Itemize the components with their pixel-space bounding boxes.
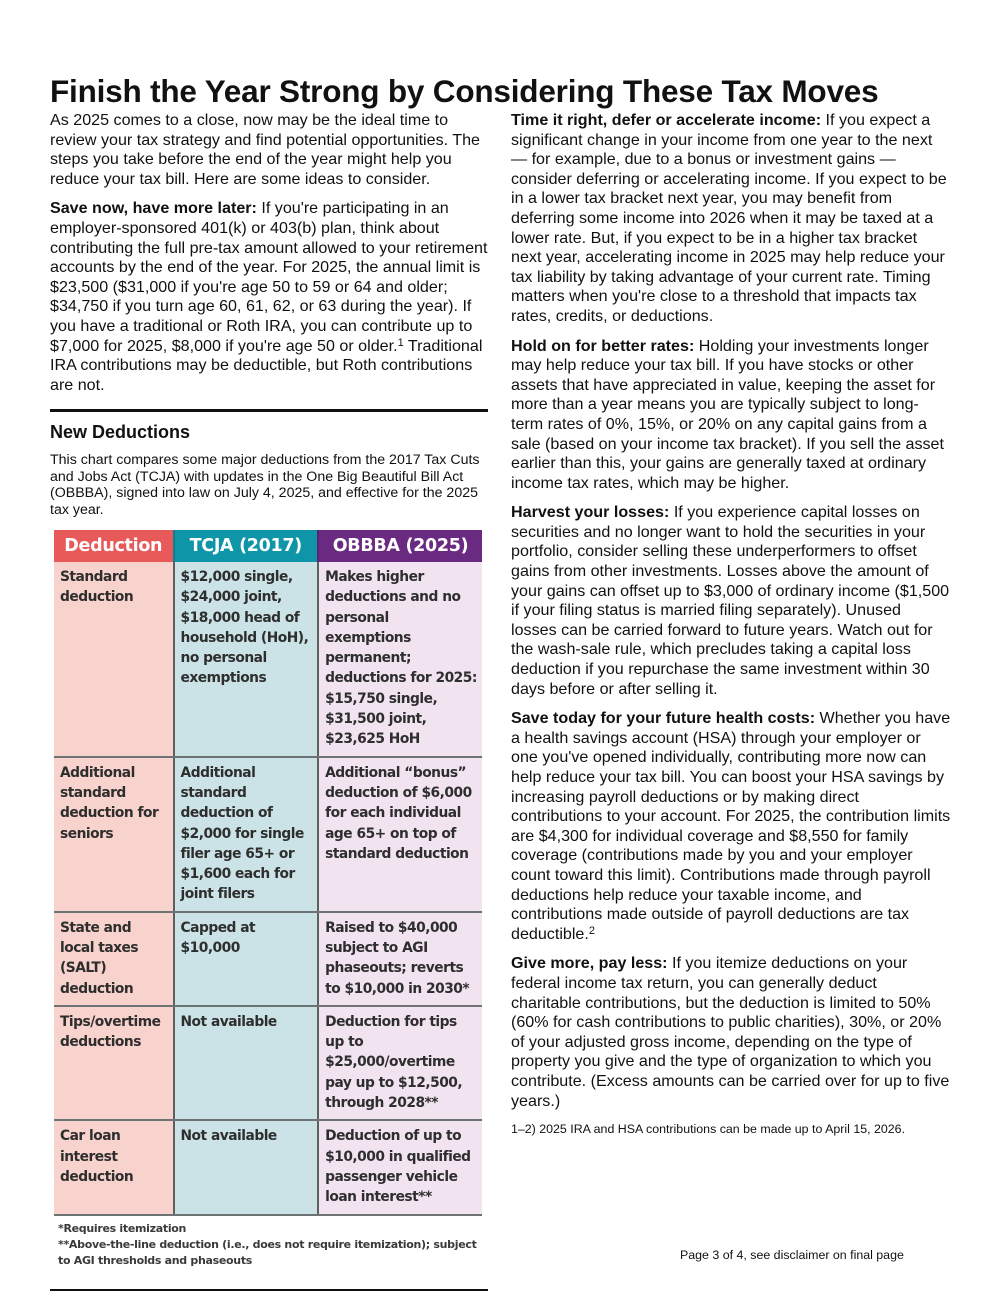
hold-on-paragraph [511,337,951,494]
section-divider [50,409,488,412]
intro-paragraph: As 2025 comes to a close, now may be the ideal time to review your tax strategy and find potential opportunities. The steps you take before the end of the year might help you reduce your tax bill. Here are some ideas to consider. [50,111,481,188]
section-heading: Give more, pay less: [511,954,668,973]
page-title: Finish the Year Strong by Considering These Tax Moves [50,73,879,110]
cell-obbba: Makes higher deductions and no personal exemptions permanent; deductions for 2025: $15,750 single, $31,500 joint, $23,625 HoH [318,562,482,757]
table-header-row [54,530,482,562]
table-row [54,562,482,757]
cell-obbba: Raised to $40,000 subject to AGI phaseouts; reverts to $10,000 in 2030* [318,912,482,1006]
cell-tcja: Not available [174,1120,319,1214]
save-now-body: If you're participating in an employer-sponsored 401(k) or 403(b) plan, think about contributing the full pre-tax amount allowed to your retirement accounts by the end of the year. For 2025, the annual limit is $23,500 ($31,000 if you're age 50 to 59 or 64 and older; $34,750 if you turn age 60, 61, 62, or 63 during the year). If you have a traditional or Roth IRA, you can contribute up to $7,000 for 2025, $8,000 if you're age 50 or older. [50,199,488,355]
harvest-losses-paragraph [511,503,951,699]
table-note-itemization: *Requires itemization [58,1221,187,1235]
save-now-paragraph [50,199,488,395]
header-tcja: TCJA (2017) [174,530,319,562]
give-more-paragraph [511,954,951,1111]
new-deductions-heading: New Deductions [50,422,191,443]
section-heading: Save today for your future health costs: [511,709,816,728]
section-heading: Hold on for better rates: [511,336,695,355]
cell-deduction: Standard deduction [54,562,174,757]
table-row [54,757,482,912]
header-deduction: Deduction [54,530,174,562]
cell-obbba: Deduction of up to $10,000 in qualified passenger vehicle loan interest** [318,1120,482,1214]
save-now-heading: Save now, have more later: [50,199,257,218]
cell-obbba: Additional “bonus” deduction of $6,000 for each individual age 65+ on top of standard deduction [318,757,482,912]
new-deductions-intro: This chart compares some major deductions from the 2017 Tax Cuts and Jobs Act (TCJA) with updates in the One Big Beautiful Bill Act (OBBBA), signed into law on July 4, 2025, and effective for the 2025 tax year. [50,452,480,518]
cell-tcja: Additional standard deduction of $2,000 for single filer age 65+ or $1,600 each for joint filers [174,757,319,912]
table-row [54,912,482,1006]
page-number: Page 3 of 4, see disclaimer on final page [680,1248,904,1262]
health-costs-paragraph [511,709,951,944]
save-now-body-end: Traditional IRA contributions may be deductible, but Roth contributions are not. [50,336,483,394]
table-row [54,1006,482,1120]
header-obbba: OBBBA (2025) [318,530,482,562]
section-heading: Time it right, defer or accelerate income: [511,111,822,129]
deductions-comparison-table [54,530,482,1216]
section-body: Whether you have a health savings account (HSA) through your employer or one you've opened individually, contributing more now can help reduce your tax bill. You can boost your HSA savings by increasing payroll deductions or by making direct contributions to your account. For 2025, the contribution limits are $4,300 for individual coverage and $8,550 for family coverage (contributions made by you and your employer count toward this limit). Contributions made through payroll deductions help reduce your taxable income, and contributions made outside of payroll deductions are tax deductible. [511,709,951,943]
cell-obbba: Deduction for tips up to $25,000/overtime pay up to $12,500, through 2028** [318,1006,482,1120]
table-notes [58,1221,488,1269]
cell-deduction: Tips/overtime deductions [54,1006,174,1120]
section-body: Holding your investments longer may help reduce your tax bill. If you have stocks or other assets that have appreciated in value, keeping the asset for more than a year means you are typically subject to long-term rates of 0%, 15%, or 20% on any capital gains from a sale (based on your income tax bracket). If you sell the asset earlier than this, your gains are generally taxed at ordinary income tax rates, which may be higher. [511,336,944,492]
cell-tcja: $12,000 single, $24,000 joint, $18,000 head of household (HoH), no personal exemptions [174,562,319,757]
section-body: If you itemize deductions on your federal income tax return, you can generally deduct charitable contributions, but the deduction is limited to 50% (60% for cash contributions to public charities), 30%, or 20% of your adjusted gross income, depending on the type of property you give and the type of organization to which you contribute. (Excess amounts can be carried over for up to five years.) [511,954,950,1110]
cell-deduction: Additional standard deduction for seniors [54,757,174,912]
right-column [511,111,951,1137]
section-body: If you expect a significant change in your income from one year to the next — for example, due to a bonus or investment gains — consider deferring or accelerating income. If you expect to be in a lower tax bracket next year, you may benefit from deferring some income into 2026 when it may be taxed at a lower rate. But, if you expect to be in a higher tax bracket next year, accelerating income in 2025 may help reduce your tax liability by taking advantage of your current rate. Timing matters when you're close to a threshold that impacts tax rates, credits, or deductions. [511,111,947,325]
section-body: If you experience capital losses on securities and no longer want to hold the securities in your portfolio, consider selling these underperformers to offset gains from other investments. Losses above the amount of your gains can offset up to $3,000 of ordinary income ($1,500 if your filing status is married filing separately). Unused losses can be carried forward to future years. Watch out for the wash-sale rule, which precludes taking a capital loss deduction if you repurchase the same investment within 30 days before or after selling it. [511,503,950,698]
cell-deduction: State and local taxes (SALT) deduction [54,912,174,1006]
cell-tcja: Capped at $10,000 [174,912,319,1006]
table-row [54,1120,482,1214]
cell-tcja: Not available [174,1006,319,1120]
table-note-above-the-line: **Above-the-line deduction (i.e., does not require itemization); subject to AGI thresholds and phaseouts [58,1237,477,1267]
footnote-ref-2: 2 [588,924,595,937]
footnote-text: 1–2) 2025 IRA and HSA contributions can be made up to April 15, 2026. [511,1122,906,1137]
cell-deduction: Car loan interest deduction [54,1120,174,1214]
footnote-ref-1: 1 [397,336,404,349]
section-divider-bottom [50,1289,488,1291]
time-it-right-paragraph [511,111,951,327]
section-heading: Harvest your losses: [511,503,670,522]
left-column [50,111,488,1291]
